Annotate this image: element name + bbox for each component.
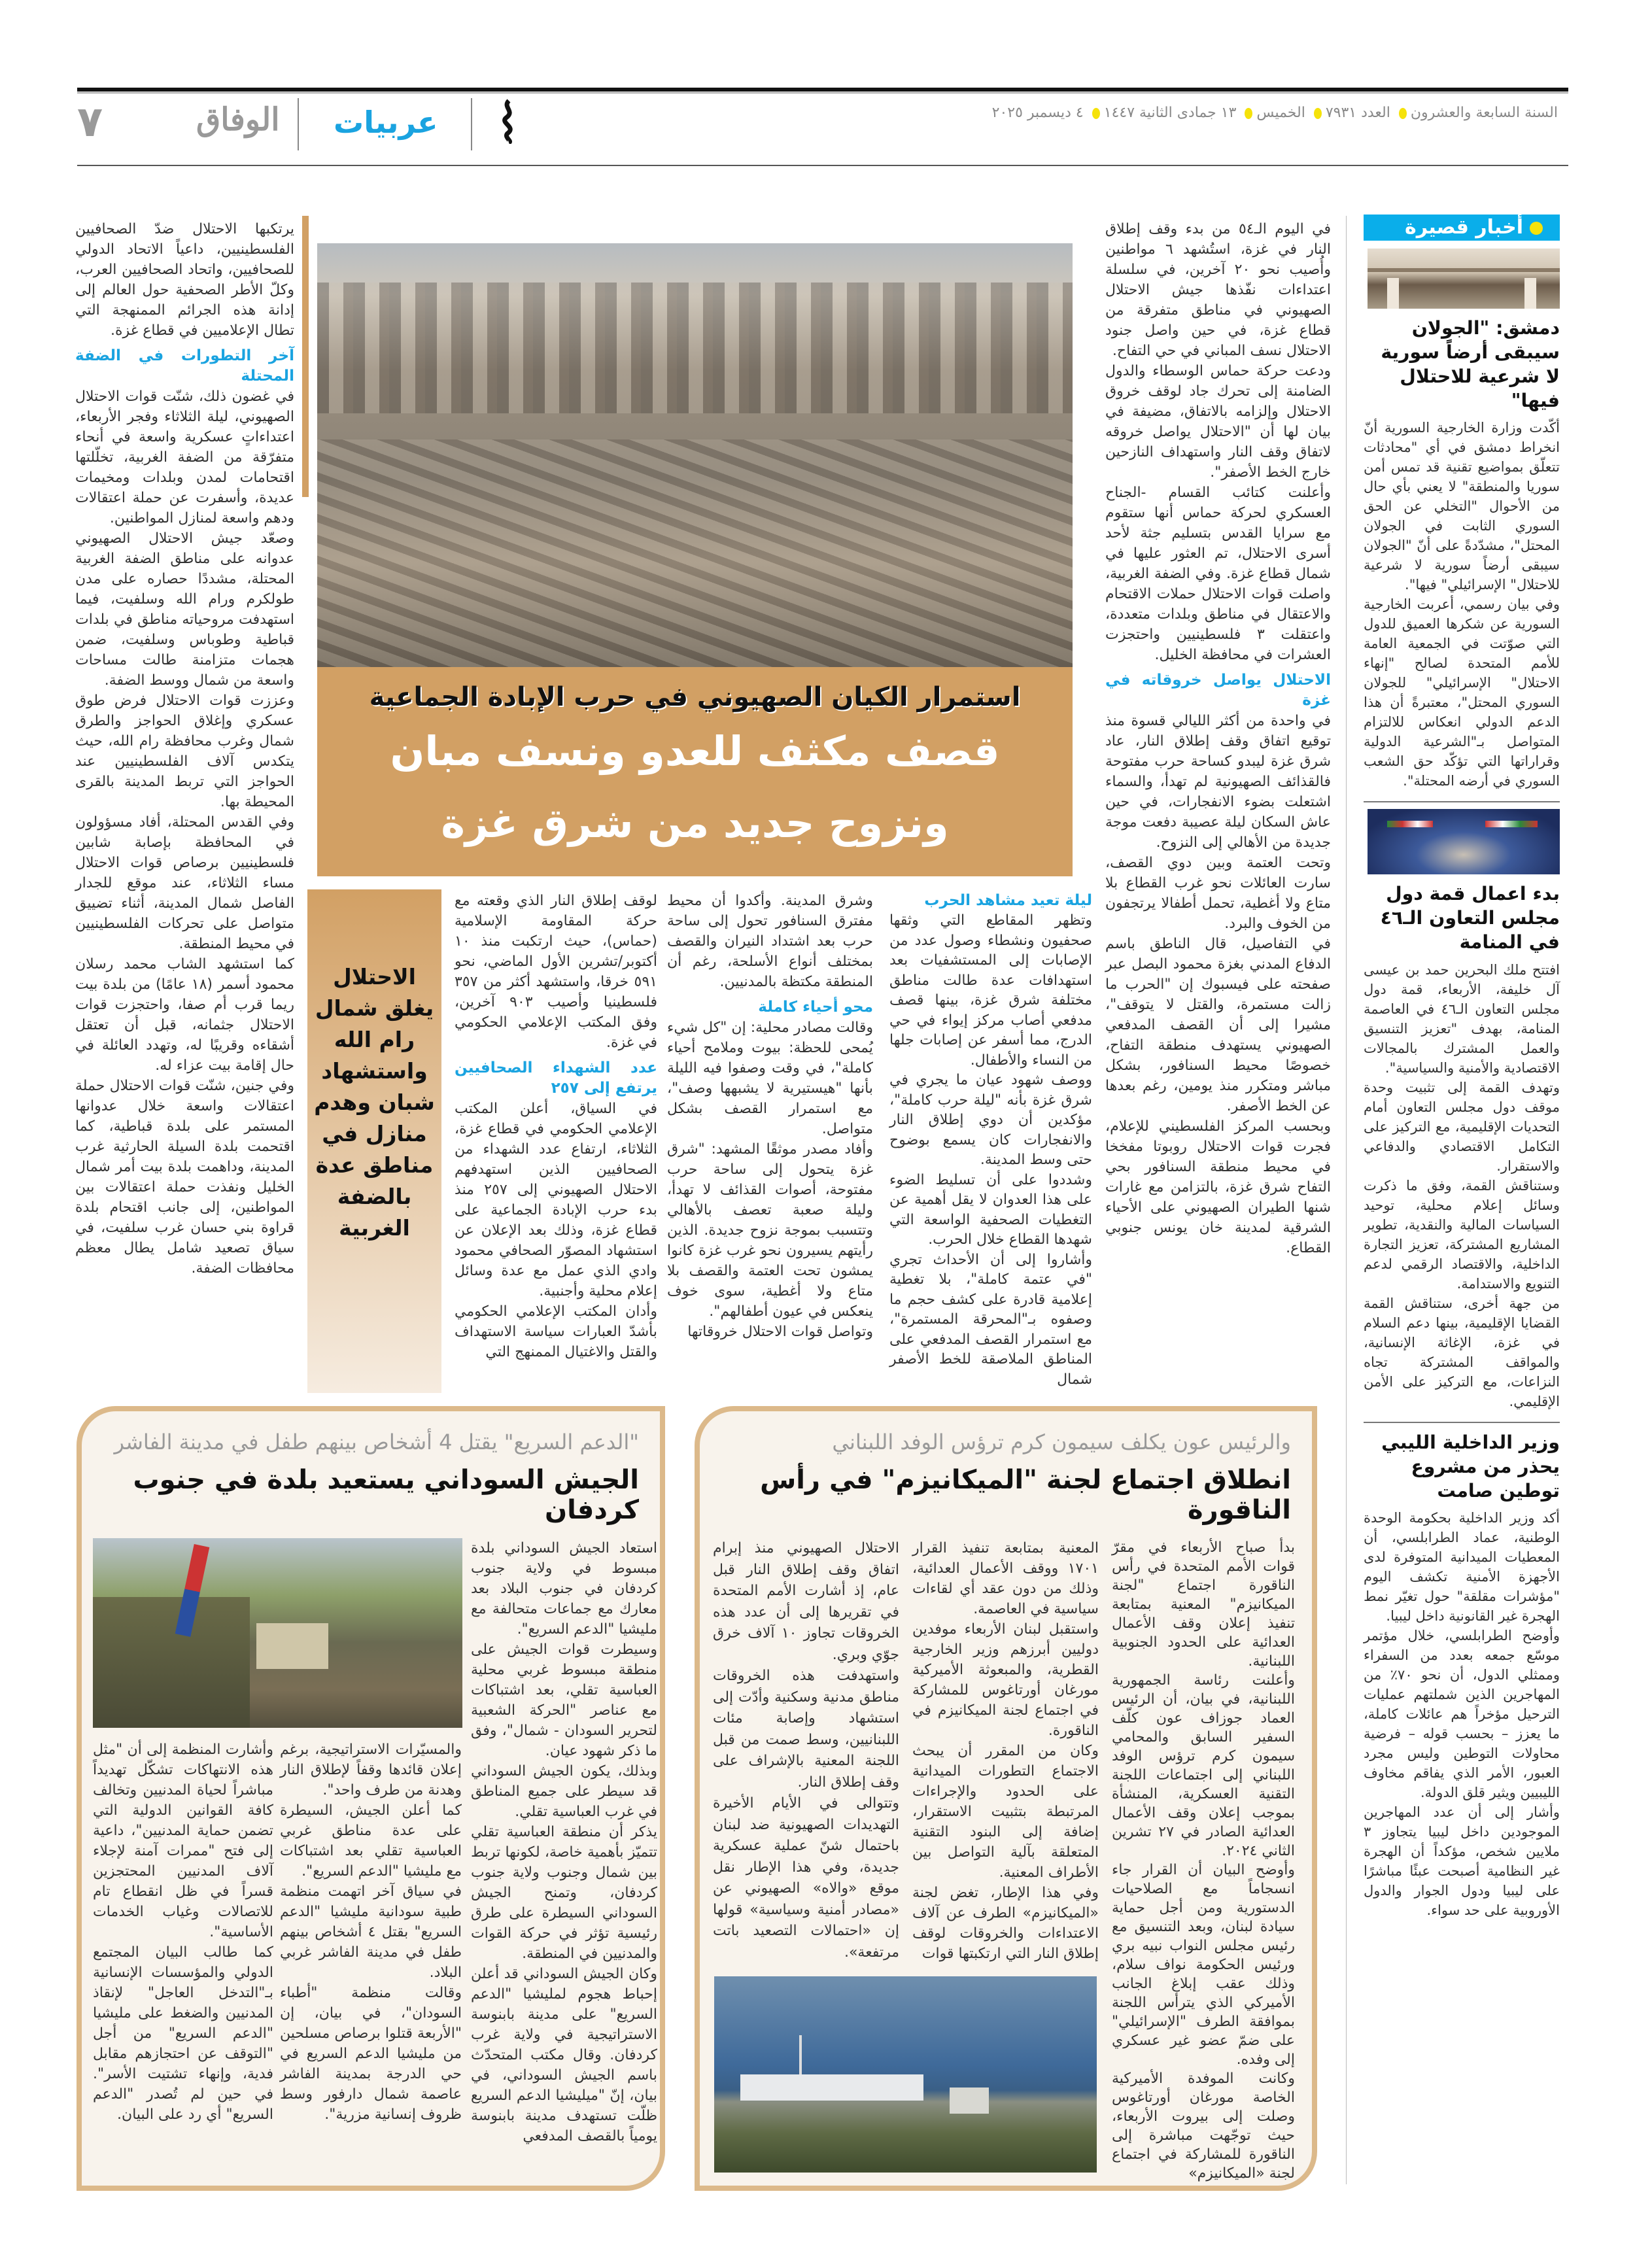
decorative-strip bbox=[302, 216, 309, 497]
gaza-kicker: استمرار الكيان الصهيوني في حرب الإبادة الجماعية bbox=[369, 682, 1021, 712]
article-paragraph: في واحدة من أكثر الليالي قسوة منذ توقيع اتفاق وقف إطلاق النار، عاد شرق غزة ليبدو كساحة حرب مفتوحة فالقذائف الصهيونية لم تهدأ، والسماء اشتعلت بضوء الانفجارات، في حين عاش السكان ليلة عصيبة دفعت موجة جديدة من الأهالي إلى النزوح. bbox=[1105, 713, 1331, 851]
dateline-year: السنة السابعة والعشرون bbox=[1410, 105, 1558, 121]
article-paragraph: وفي بيان رسمي، أعربت الخارجية السورية عن شكرها العميق للدول التي صوّتت في الجمعية العامة للأمم المتحدة لصالح "إنهاء الاحتلال" الإسرائيلي" للجولان السوري المحتل"، معتبرةً أن هذا الدعم الدولي انعكاس للالتزام المتواصل بـ"الشرعية الدولية وقراراتها التي تؤكّد حق الشعب السوري في أرضه المحتلة". bbox=[1364, 596, 1560, 789]
article-paragraph: واستقبل لبنان الأربعاء موفدين دوليين أبرزهم وزير الخارجية القطرية، والمبعوثة الأميركية مورغان أورتاغوس للمشاركة في اجتماع لجنة الميكانيزم في الناقورة. bbox=[912, 1621, 1099, 1739]
lebanon-kicker: والرئيس عون يكلف سيمون كرم ترؤس الوفد اللبناني bbox=[832, 1430, 1291, 1454]
article-paragraph: والمسيّرات الاستراتيجية، برغم إعلان قائدها وقفاً لإطلاق النار وهدنة من طرف واحد". bbox=[280, 1742, 462, 1798]
article-paragraph: وكانت الموفدة الأميركية الخاصة مورغان أورتاغوس وصلت إلى بيروت الأربعاء، حيث توجّهت مباشرة إلى الناقورة للمشاركة في اجتماع لجنة «الميكانيزم» bbox=[1112, 2070, 1295, 2182]
article-paragraph: وفي هذا الإطار، تغض لجنة «الميكانيزم» الطرف عن آلاف الاعتداءات والخروقات لوقف إطلاق النار التي ارتكبتها قوات bbox=[912, 1885, 1099, 1962]
article-paragraph: يذكر أن منطقة العباسية تقلي تتميّز بأهمية خاصة، لكونها تربط بين شمال وجنوب ولاية جنوب كردفان، وتمنح الجيش السوداني السيطرة على طرق رئيسية تؤثر في حركة القوات والمدنيين في المنطقة. bbox=[471, 1824, 657, 1962]
article-subheading: الاحتلال يواصل خروقاته في غزة bbox=[1105, 672, 1331, 710]
article-subheading: ليلة تعيد مشاهد الحرب bbox=[924, 892, 1092, 909]
sidebar-article-body bbox=[1364, 418, 1560, 791]
dateline-gregorian: ٤ ديسمبر ٢٠٢٥ bbox=[991, 105, 1084, 121]
dateline-hijri: ١٣ جمادى الثانية ١٤٤٧ bbox=[1103, 105, 1237, 121]
sudan-column-1 bbox=[471, 1538, 657, 2182]
article-paragraph: لوقف إطلاق النار الذي وقعته مع حركة المقاومة الإسلامية (حماس)، حيث ارتكبت منذ ١٠ أكتوبر/تشرين الأول الماضي، نحو ٥٩١ خرقا، واستشهد أكثر من ٣٥٧ فلسطينيا وأصيب ٩٠٣ آخرين، وفق المكتب الإعلامي الحكومي في غزة. bbox=[455, 893, 657, 1051]
article-paragraph: وتواصل قوات الاحتلال خروقاتها bbox=[687, 1324, 873, 1341]
article-paragraph: في غضون ذلك، شنّت قوات الاحتلال الصهيوني، ليلة الثلاثاء وفجر الأربعاء، اعتداءاتٍ عسكرية واسعة في أنحاء متفرّقة من الضفة الغربية، تخلّلتها اقتحامات لمدن وبلدات ومخيمات عديدة، وأسفرت عن حملة اعتقالات ودهم واسعة لمنازل المواطنين. bbox=[75, 388, 294, 527]
sudan-column-3 bbox=[93, 1740, 273, 2182]
dateline bbox=[992, 105, 1558, 121]
lebanon-column-3 bbox=[713, 1538, 899, 1967]
article-subheading: عدد الشهداء الصحافيين يرتفع إلى ٢٥٧ bbox=[455, 1059, 657, 1097]
ministry-building-photo bbox=[1368, 249, 1560, 309]
sudan-column-2 bbox=[280, 1740, 462, 2182]
article-paragraph: وأوضح الطرابلسي، خلال مؤتمر موسّع جمعه بعدد من السفراء وممثلي الدول، أن نحو ٧٠٪ من المهاجرين الذين شملتهم عمليات الترحيل مؤخراً هم عائلات كاملة، ما يعزز – بحسب قوله – فرضية محاولات التوطين وليس مجرد العبور، الأمر الذي يفاقم مخاوف الليبيين ويثير قلق الدولة. bbox=[1364, 1628, 1560, 1801]
sidebar-article-body bbox=[1364, 960, 1560, 1411]
gaza-headline: قصف مكثف للعدو ونسف مبان ونزوح جديد من شرق غزة bbox=[390, 727, 1000, 847]
page-number: ٧ bbox=[77, 98, 103, 146]
article-paragraph: وستناقش القمة، وفق ما ذكرت وسائل إعلام محلية، توحيد السياسات المالية والنقدية، تطوير المشاريع المشتركة، تعزيز التجارة الداخلية، والاقتصاد الرقمي لدعم التنويع والاستدامة. bbox=[1364, 1177, 1560, 1292]
bullet-icon bbox=[1245, 108, 1252, 119]
dateline-day: الخميس bbox=[1256, 105, 1305, 121]
dateline-issue: العدد ٧٩٣١ bbox=[1325, 105, 1390, 121]
article-paragraph: وعززت قوات الاحتلال فرض طوق عسكري وإغلاق الحواجز والطرق شمال وغرب محافظة رام الله، حيث يتكدس آلاف الفلسطينيين عند الحواجز التي تربط المدينة بالقرى المحيطة بها. bbox=[75, 693, 294, 811]
gaza-column-mid-2 bbox=[667, 891, 873, 1394]
bullet-icon bbox=[1530, 222, 1543, 235]
article-paragraph: وشرق المدينة. وأكدوا أن محيط مفترق السنافور تحول إلى ساحة حرب بعد اشتداد النيران والقصف بمختلف أنواع الأسلحة، رغم أن المنطقة مكتظة بالمدنيين. bbox=[667, 893, 873, 990]
article-paragraph: وأدان المكتب الإعلامي الحكومي بأشدّ العبارات سياسة الاستهداف والقتل والاغتيال الممنهج التي bbox=[455, 1303, 657, 1361]
article-paragraph: أكّدت وزارة الخارجية السورية أنّ انخراط دمشق في أي "محادثات تتعلّق بمواضيع تقنية قد تمس أمن سوريا والمنطقة" لا يعني بأي حال من الأحوال "التخلي عن الحق السوري الثابت في الجولان المحتل"، مشدّدةً على أنّ "الجولان سيبقى أرضاً سورية لا شرعية للاحتلال" الإسرائيلي" فيها". bbox=[1364, 420, 1560, 593]
article-paragraph: أكد وزير الداخلية بحكومة الوحدة الوطنية، عماد الطرابلسي، أن المعطيات الميدانية المتوفرة لدى الأجهزة الأمنية تكشف اليوم "مؤشرات مقلقة" حول تغيّر نمط الهجرة غير القانونية داخل ليبيا. bbox=[1364, 1510, 1560, 1624]
article-paragraph: ودعت حركة حماس الوسطاء والدول الضامنة إلى تحرك جاد لوقف خروق الاحتلال وإلزامه بالاتفاق، مضيفة في بيان لها أن "الاحتلال يواصل خروقه لاتفاق وقف النار واستهداف النازحين خارج الخط الأصفر". bbox=[1105, 363, 1331, 481]
short-news-header bbox=[1364, 215, 1560, 241]
gaza-destruction-photo bbox=[317, 243, 1073, 668]
section-title: عربيات bbox=[334, 105, 438, 140]
article-paragraph: استعاد الجيش السوداني بلدة مبسوط في ولاية جنوب كردفان في جنوب البلاد بعد معارك مع جماعات متحالفة مع مليشيا "الدعم السريع". bbox=[471, 1540, 657, 1638]
article-paragraph: في سياق آخر اتهمت منظمة طبية سودانية مليشيا "الدعم السريع" بقتل ٤ أشخاص بينهم طفل في مدينة الفاشر غربي البلاد. bbox=[280, 1883, 462, 1981]
sidebar-article-body bbox=[1364, 1508, 1560, 1920]
lebanon-column-2 bbox=[912, 1538, 1099, 1967]
short-news-sidebar bbox=[1364, 215, 1560, 2184]
article-paragraph: وأعلنت رئاسة الجمهورية اللبنانية، في بيان، أن الرئيس العماد جوزاف عون كلّف السفير السابق والمحامي سيمون كرم ترؤس الوفد اللبناني إلى اجتماعات اللجنة التقنية العسكرية، المنشأة بموجب إعلان وقف الأعمال العدائية الصادر في ٢٧ تشرين الثاني ٢٠٢٤. bbox=[1112, 1672, 1295, 1859]
article-paragraph: وسيطرت قوات الجيش على منطقة مبسوط غربي محلية العباسية تقلي، بعد اشتباكات مع عناصر "الحركة الشعبية لتحرير السودان - شمال"، وفق ما ذكر شهود عيان. bbox=[471, 1641, 657, 1759]
article-paragraph: وفي القدس المحتلة، أفاد مسؤولون في المحافظة بإصابة شابين فلسطينيين برصاص قوات الاحتلال مساء الثلاثاء، عند موقع للجدار الفاصل شمال المدينة، أثناء تضييق متواصل على تحركات الفلسطينيين في محيط المنطقة. bbox=[75, 814, 294, 953]
header-divider bbox=[471, 98, 472, 150]
article-paragraph: في التفاصيل، قال الناطق باسم الدفاع المدني بغزة محمود البصل عبر صفحته على فيسبوك إن "الحرب ما زالت مستمرة، والقتل لا يتوقف"، مشيرا إلى أن القصف المدفعي الصهيوني يستهدف منطقة التفاح، خصوصًا محيط السنافور، بشكل مباشر ومتكرر منذ يومين، رغم بعدها عن الخط الأصفر. bbox=[1105, 936, 1331, 1115]
article-paragraph: المعنية بمتابعة تنفيذ القرار ١٧٠١ ووقف الأعمال العدائية، وذلك من دون عقد أي لقاءات سياسية في العاصمة. bbox=[912, 1540, 1099, 1617]
article-paragraph: كما استشهد الشاب محمد رسلان محمود أسمر (١٨ عامًا) من بلدة بيت ريما قرب أم صفا، واحتجزت قوات الاحتلال جثمانه، قبل أن تعتقل أشقاءه وقريبًا له، وتهدد العائلة في حال إقامة بيت عزاء له. bbox=[75, 956, 295, 1074]
article-paragraph: بدأ صباح الأربعاء في مقرّ قوات الأمم المتحدة في رأس الناقورة اجتماع "لجنة الميكانيزم" المعنية بمتابعة تنفيذ إعلان وقف الأعمال العدائية على الحدود الجنوبية اللبنانية. bbox=[1112, 1539, 1295, 1670]
article-paragraph: وكان من المقرر أن يبحث الاجتماع التطورات الميدانية على الحدود والإجراءات المرتبطة بتثبيت الاستقرار، إضافة إلى البنود التقنية المتعلقة بآلية التواصل بين الأطراف المعنية. bbox=[912, 1743, 1099, 1881]
gaza-headline-banner bbox=[317, 667, 1073, 876]
sidebar-separator bbox=[1364, 1422, 1560, 1423]
article-paragraph: يرتكبها الاحتلال ضدّ الصحافيين الفلسطينيين، داعياً الاتحاد الدولي للصحافيين، واتحاد الصحافيين العرب، وكلّ الأطر الصحفية حول العالم إلى إدانة هذه الجرائم الممنهجة التي تطال الإعلاميين في قطاع غزة. bbox=[75, 221, 294, 339]
article-paragraph: من جهة أخرى، ستناقش القمة القضايا الإقليمية، بينها دعم السلام في غزة، الإغاثة الإنسانية، والمواقف المشتركة تجاه النزاعات، مع التركيز على الأمن الإقليمي. bbox=[1364, 1295, 1560, 1409]
article-paragraph: وبحسب المركز الفلسطيني للإعلام، فجرت قوات الاحتلال روبوتا مفخخا في محيط منطقة السنافور بحي التفاح شرق غزة، بالتزامن مع غارات شنها الطيران الصهيوني على الأحياء الشرقية لمدينة خان يونس جنوبي القطاع. bbox=[1105, 1118, 1331, 1257]
article-paragraph: وأوضح البيان أن القرار جاء انسجاماً مع الصلاحيات الدستورية ومن أجل حماية سيادة لبنان، وبعد التنسيق مع رئيس مجلس النواب نبيه بري ورئيس الحكومة نواف سلام، وذلك عقب إبلاغ الجانب الأميركي الذي يترأس اللجنة بموافقة الطرف "الإسرائيلي" على ضمّ عضو غير عسكري إلى وفده. bbox=[1112, 1862, 1295, 2068]
article-paragraph: وتتوالى في الأيام الأخيرة التهديدات الصهيونية ضد لبنان باحتمال شنّ عملية عسكرية جديدة، وفي هذا الإطار نقل موقع «والاه» الصهيوني عن «مصادر أمنية وسياسية» قولها إن «احتمالات التصعيد باتت مرتفعة». bbox=[713, 1795, 899, 1961]
article-paragraph: وفي جنين، شنّت قوات الاحتلال حملة اعتقالات واسعة خلال عدوانها المستمر على بلدة قباطية، كما اقتحمت بلدة السيلة الحارثية غرب المدينة، وداهمت بلدة بيت أمر شمال الخليل ونفذت حملة اعتقالات بين المواطنين، إلى جانب اقتحام بلدة قراوة بني حسان غرب سلفيت، في سياق تصعيد شامل يطال معظم محافظات الضفة. bbox=[75, 1078, 294, 1277]
calligraphy-logo-icon bbox=[497, 98, 521, 144]
article-paragraph: وتحت العتمة وبين دوي القصف، سارت العائلات نحو غرب القطاع بلا متاع ولا أغطية، تحمل أطفالا يرتجفون من الخوف والبرد. bbox=[1105, 855, 1331, 933]
article-paragraph: وأفاد مصدر موثقًا المشهد: "شرق غزة يتحول إلى ساحة حرب مفتوحة، أصوات القذائف لا تهدأ، وليلة صعبة تعصف بالأهالي وتتسبب بموجة نزوح جديدة. الذين رأيتهم يسيرون نحو غرب غزة كانوا يمشون تحت العتمة والقصف بلا متاع ولا أغطية، سوى خوف ينعكس في عيون أطفالهم". bbox=[667, 1141, 873, 1320]
article-paragraph: وبذلك، يكون الجيش السوداني قد سيطر على جميع المناطق في غرب العباسية تقلي. bbox=[471, 1763, 657, 1820]
article-paragraph: وكان الجيش السوداني قد أعلن إحباط هجوم لمليشيا "الدعم السريع" على مدينة بابنوسة الاستراتيجية في ولاية غرب كردفان. وقال مكتب المتحدّث باسم الجيش السوداني، في بيان، إنّ "ميليشيا الدعم السريع ظلّت تستهدف مدينة بابنوسة يومياً بالقصف المدفعي bbox=[471, 1966, 657, 2144]
sudan-kicker: "الدعم السريع" يقتل 4 أشخاص بينهم طفل في مدينة الفاشر bbox=[114, 1430, 639, 1454]
gaza-column-right bbox=[1105, 219, 1331, 1393]
article-paragraph: وأشاروا إلى أن الأحداث تجري "في عتمة كاملة"، بلا تغطية إعلامية قادرة على كشف حجم ما وصفوه بـ"المحرقة المستمرة"، مع استمرار القصف المدفعي على المناطق الملاصقة للخط الأصفر شمال bbox=[889, 1251, 1092, 1388]
sidebar-divider bbox=[1346, 216, 1347, 2184]
sidebar-headline: بدء اعمال قمة دول مجلس التعاون الـ٤٦ في المنامة bbox=[1380, 883, 1560, 954]
header-divider bbox=[298, 98, 299, 150]
bullet-icon bbox=[1399, 108, 1407, 119]
short-news-title: أخبار قصيرة bbox=[1405, 216, 1523, 239]
header-bottom-rule bbox=[77, 165, 1568, 166]
article-paragraph: وأعلنت كتائب القسام -الجناح العسكري لحركة حماس أنها ستقوم مع سرايا القدس بتسليم جثة لأحد أسرى الاحتلال، تم العثور عليها في شمال قطاع غزة. وفي الضفة الغربية، واصلت قوات الاحتلال حملات الاقتحام والاعتقال في مناطق وبلدات متعددة، واعتقلت ٣ فلسطينيين واحتجزت العشرات في محافظة الخليل. bbox=[1105, 485, 1331, 663]
header-top-rule-thin bbox=[77, 92, 1568, 94]
pull-quote: الاحتلال يغلق شمال رام الله واستشهاد شبان وهدم منازل في مناطق عدة بالضفة الغربية bbox=[307, 889, 441, 1393]
article-paragraph: وشددوا على أن تسليط الضوء على هذا العدوان لا يقل أهمية عن التغطيات الصحفية الواسعة التي شهدها القطاع خلال الحرب. bbox=[889, 1171, 1092, 1248]
article-paragraph: افتتح ملك البحرين حمد بن عيسى آل خليفة، الأربعاء، قمة دول مجلس التعاون الـ٤٦ في العاصمة المنامة، بهدف "تعزيز التنسيق والعمل المشترك بالمجالات الاقتصادية والأمنية والسياسية". bbox=[1364, 961, 1560, 1076]
article-paragraph: في اليوم الـ٥٤ من بدء وقف إطلاق النار في غزة، استُشهد ٦ مواطنين وأُصيب نحو ٢٠ آخرين، في سلسلة اعتداءات نفّذها جيش الاحتلال الصهيوني في مناطق متفرقة من قطاع غزة، في حين واصل جنود الاحتلال نسف المباني في حي التفاح. bbox=[1105, 221, 1331, 359]
article-paragraph: وتظهر المقاطع التي وثقها صحفيون ونشطاء وصول عدد من الإصابات إلى المستشفيات بعد استهدافات عدة طالت مناطق مختلفة شرق غزة، بينها قصف مدفعي أصاب مركز إيواء في حي الدرج، مما أسفر عن إصابات جلها من النساء والأطفال. bbox=[889, 912, 1092, 1069]
article-paragraph: واستهدفت هذه الخروقات مناطق مدنية وسكنية وأدّت إلى استشهاد وإصابة مئات اللبنانيين، وسط صمت من قبل اللجنة المعنية بالإشراف على وقف إطلاق النار. bbox=[713, 1668, 899, 1791]
article-paragraph: وصعّد جيش الاحتلال الصهيوني عدوانه على مناطق الضفة الغربية المحتلة، مشددًا حصاره على مدن طولكرم ورام الله وسلفيت، فيما استهدفت مروحياته مناطق في بلدات قباطية وطوباس وسلفيت، ضمن هجمات متزامنة طالت مساحات واسعة من شمال ووسط الضفة. bbox=[75, 530, 294, 689]
sudan-army-convoy-photo bbox=[93, 1538, 462, 1728]
article-paragraph: وأشار إلى أن عدد المهاجرين الموجودين داخل ليبيا يتجاوز ٣ ملايين شخص، مؤكداً أن الهجرة غير النظامية أصبحت عبئًا مباشرًا على ليبيا ودول الجوار والدول الأوروبية على حد سواء. bbox=[1364, 1804, 1560, 1919]
article-paragraph: وتهدف القمة إلى تثبيت وحدة موقف دول مجلس التعاون أمام التحديات الإقليمية، مع التركيز على التكامل الاقتصادي والدفاعي والاستقرار. bbox=[1364, 1079, 1560, 1174]
header-top-rule bbox=[77, 88, 1568, 92]
bullet-icon bbox=[1314, 108, 1322, 119]
gaza-column-mid-1 bbox=[889, 891, 1092, 1394]
article-subheading: آخر التطورات في الضفة المحتلة bbox=[75, 347, 294, 385]
sudan-headline: الجيش السوداني يستعيد بلدة في جنوب كردفان bbox=[133, 1465, 639, 1525]
newspaper-name: الوفاق bbox=[196, 101, 280, 138]
article-paragraph: في السياق، أعلن المكتب الإعلامي الحكومي في قطاع غزة، الثلاثاء، ارتفاع عدد الشهداء من الصحافيين الذين استهدفهم الاحتلال الصهيوني إلى ٢٥٧ منذ بدء حرب الإبادة الجماعية على قطاع غزة، وذلك بعد الإعلان عن استشهاد المصوّر الصحافي محمود وادي الذي عمل مع عدة وسائل إعلام محلية وأجنبية. bbox=[455, 1101, 657, 1300]
article-paragraph: ووصف شهود عيان ما يجري في شرق غزة بأنه "ليلة حرب كاملة"، مؤكدين أن دوي إطلاق النار والانفجارات كان يسمع بوضوح حتى وسط المدينة. bbox=[889, 1072, 1092, 1169]
sidebar-separator bbox=[1364, 801, 1560, 802]
article-subheading: محو أحياء كاملة bbox=[758, 999, 873, 1016]
lebanon-column-1 bbox=[1112, 1538, 1295, 2182]
sidebar-headline: دمشق: "الجولان سيبقى أرضاً سورية لا شرعية للاحتلال فيها" bbox=[1381, 317, 1560, 411]
gaza-column-mid-3 bbox=[455, 891, 657, 1394]
article-paragraph: وأشارت المنظمة إلى أن "مثل هذه الانتهاكات تشكّل تهديداً مباشراً لحياة المدنيين وتخالف كافة القوانين الدولية التي تضمن حماية المدنيين"، داعية إلى فتح "ممرات آمنة لإجلاء آلاف المدنيين المحتجزين قسراً في ظل انقطاع تام للاتصالات وغياب الخدمات الأساسية". bbox=[93, 1742, 273, 1940]
gcc-summit-photo bbox=[1368, 809, 1560, 874]
sidebar-headline: وزير الداخلية الليبي يحذر من مشروع توطين صامت bbox=[1381, 1431, 1560, 1502]
bullet-icon bbox=[1092, 108, 1100, 119]
article-paragraph: وقالت منظمة "أطباء السودان"، في بيان، إن "الأربعة قتلوا برصاص مسلحين من مليشيا الدعم السريع في حي الدرجة بمدينة الفاشر عاصمة شمال دارفور وسط ظروف إنسانية مزرية". bbox=[280, 1985, 462, 2123]
article-paragraph: كما طالب البيان المجتمع الدولي والمؤسسات الإنسانية بـ"التدخل العاجل" لإنقاذ المدنيين والضغط على مليشيا "الدعم السريع" من أجل "التوقف عن احتجازهم مقابل فدية، وإنهاء تشتيت الأسر". في حين لم تُصدر "الدعم السريع" أي رد على البيان. bbox=[93, 1944, 273, 2123]
article-paragraph: الاحتلال الصهيوني منذ إبرام اتفاق وقف إطلاق النار قبل عام، إذ أشارت الأمم المتحدة في تقريرها إلى أن عدد هذه الخروقات تجاوز ١٠ آلاف خرق جوّي وبري. bbox=[713, 1540, 899, 1663]
naqoura-hill-photo bbox=[714, 1976, 1097, 2173]
lebanon-headline: انطلاق اجتماع لجنة "الميكانيزم" في رأس الناقورة bbox=[760, 1465, 1291, 1525]
gaza-column-left bbox=[75, 219, 294, 1393]
article-paragraph: كما أعلن الجيش، السيطرة على عدة مناطق غربي العباسية تقلي بعد اشتباكات مع مليشيا "الدعم السريع". bbox=[280, 1802, 462, 1880]
article-paragraph: وقالت مصادر محلية: إن "كل شيء يُمحى للحظة: بيوت وملامح أحياء كاملة"، في وقت وصفوا فيه الليلة بأنها "هيستيرية لا يشبهها وصف"، مع استمرار القصف بشكل متواصل. bbox=[667, 1020, 873, 1138]
